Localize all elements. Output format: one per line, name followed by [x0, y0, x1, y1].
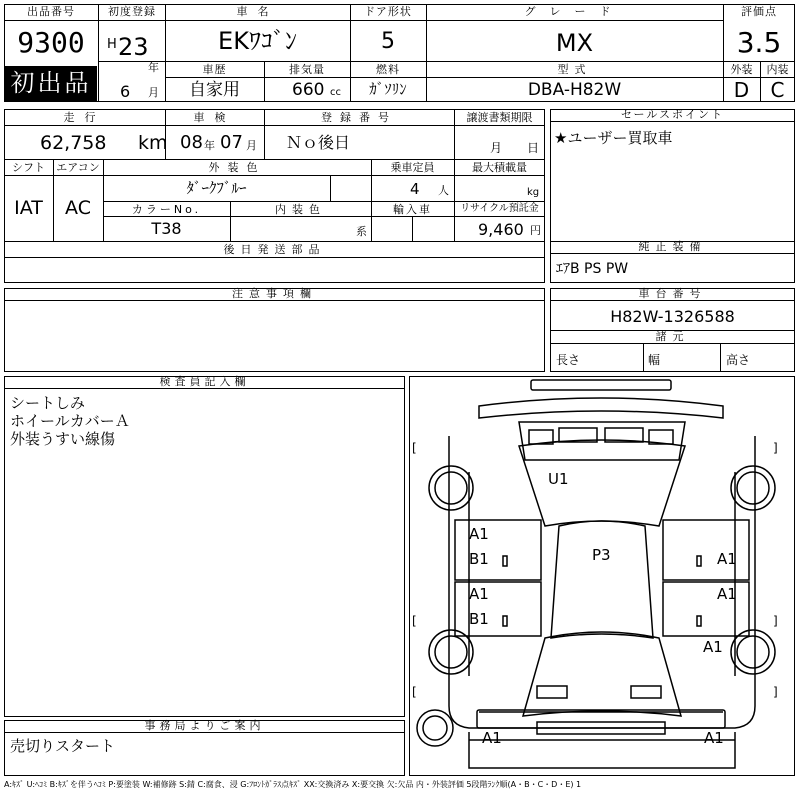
later-parts-label: 後日発送部品: [223, 243, 326, 256]
mileage-unit: km: [138, 132, 168, 154]
sales-point-label: セールスポイント: [550, 109, 795, 122]
car-name: EKﾜｺﾞﾝ: [218, 27, 297, 55]
reg-year: 23: [118, 33, 149, 61]
reg-month-unit: 月: [148, 86, 159, 99]
exterior-grade-label: 外装: [730, 63, 753, 76]
capacity-unit: 人: [438, 184, 449, 197]
mark-rear-bumper-right: A1: [704, 729, 724, 747]
car-diagram-svg: [409, 376, 795, 776]
mark-rear-door-right: A1: [717, 585, 737, 603]
exterior-color: ﾀﾞｰｸﾌﾞﾙｰ: [186, 179, 247, 197]
first-listing-text: 初出品: [10, 69, 92, 97]
inspector-note: ホイールカバーＡ: [10, 412, 130, 430]
aircon-label: エアコン: [56, 161, 100, 174]
inspection-month-unit: 月: [246, 139, 257, 152]
model-code-label: 型式: [557, 63, 592, 76]
equipment-label: 純正装備: [550, 241, 795, 254]
displacement: 660: [292, 80, 325, 100]
registration-number-label: 登録番号: [321, 111, 397, 124]
door-type-label: ドア形状: [364, 5, 412, 18]
chassis-number: H82W-1326588: [610, 307, 735, 326]
shift-label: シフト: [12, 161, 45, 174]
score: 3.5: [736, 26, 782, 59]
mileage: 62,758: [40, 132, 107, 154]
exterior-color-label: 外装色: [208, 161, 266, 174]
length-label: 長さ: [556, 353, 581, 367]
color-number: T38: [151, 219, 182, 238]
interior-color-unit: 系: [356, 225, 367, 238]
history: 自家用: [189, 80, 240, 100]
exterior-grade: D: [733, 78, 750, 102]
lot-number-label: 出品番号: [27, 5, 75, 18]
inspection-year: 08: [180, 132, 203, 153]
specs-label: 諸元: [550, 331, 795, 344]
door-count: 5: [381, 29, 395, 54]
fuel-label: 燃料: [376, 63, 400, 76]
displacement-label: 排気量: [289, 63, 325, 76]
shift: IAT: [14, 197, 43, 219]
bracket-right-front: ]: [773, 441, 778, 455]
interior-grade: C: [770, 78, 785, 102]
lot-number: 9300: [17, 26, 85, 59]
interior-grade-label: 内装: [766, 63, 789, 76]
color-number-label: カラーNo.: [131, 203, 202, 216]
chassis-number-label: 車台番号: [550, 288, 795, 301]
era: H: [107, 37, 117, 52]
notes-label: 注意事項欄: [4, 288, 545, 301]
bracket-left-rear: [: [412, 685, 417, 699]
damage-legend: A:ｷｽﾞ U:ﾍｺﾐ B:ｷｽﾞを伴うﾍｺﾐ P:要塗装 W:補修跡 S:錆 C:腐食、浸 G:ﾌﾛﾝﾄｶﾞﾗｽ点ｷｽﾞ XX:交換済み X:要交換 欠:欠品 内・外装評価 5段階ﾗﾝｸ順(A・B・C・D・E) 1: [4, 780, 582, 789]
inspector-note: 外装うすい線傷: [10, 430, 116, 448]
recycle-fee-label: リサイクル預託金: [460, 203, 539, 214]
history-label: 車歴: [202, 63, 227, 76]
capacity-label: 乗車定員: [390, 161, 435, 174]
bracket-left-front: [: [412, 441, 417, 455]
transfer-day: 日: [527, 141, 540, 155]
bracket-right-mid: ]: [773, 614, 778, 628]
equipment-text: ｴｱB PS PW: [556, 261, 629, 277]
model-code: DBA-H82W: [527, 80, 622, 100]
mark-rear-quarter-right: A1: [703, 638, 723, 656]
bracket-right-rear: ]: [773, 685, 778, 699]
recycle-fee: 9,460: [478, 220, 524, 239]
reg-year-unit: 年: [148, 61, 159, 74]
recycle-fee-unit: 円: [530, 224, 541, 237]
sales-point-text: ★ユーザー買取車: [554, 129, 673, 147]
width-label: 幅: [648, 353, 661, 367]
mark-front-door-left-b: B1: [469, 550, 489, 568]
interior-color-label: 内装色: [275, 203, 326, 216]
score-label: 評価点: [741, 5, 777, 18]
inspection-month: 07: [220, 132, 243, 153]
inspector-note: シートしみ: [10, 394, 86, 412]
office-notice-text: 売切りスタート: [10, 737, 116, 755]
reg-month: 6: [120, 82, 131, 101]
inspector-notes-label: 検査員記入欄: [4, 376, 405, 389]
mark-rear-bumper-left: A1: [482, 729, 502, 747]
mark-front-door-right: A1: [717, 550, 737, 568]
mark-rear-door-left-b: B1: [469, 610, 489, 628]
mark-front-door-left-a: A1: [469, 525, 489, 543]
import-label: 輸入車: [393, 203, 432, 216]
mark-roof: U1: [548, 470, 569, 488]
first-registration-label: 初度登録: [108, 5, 156, 18]
registration-number: Ｎｏ後日: [286, 133, 351, 152]
transfer-deadline-label: 譲渡書類期限: [466, 111, 533, 124]
mileage-label: 走行: [63, 111, 106, 124]
max-load-label: 最大積載量: [472, 161, 527, 174]
capacity: 4: [410, 180, 420, 198]
bracket-left-mid: [: [412, 614, 417, 628]
mark-center: P3: [592, 546, 611, 564]
car-name-label: 車名: [236, 5, 279, 18]
aircon: AC: [65, 197, 91, 219]
max-load-unit: kg: [527, 187, 540, 198]
mark-rear-door-left-a: A1: [469, 585, 489, 603]
transfer-month: 月: [490, 141, 503, 155]
height-label: 高さ: [726, 353, 751, 367]
fuel: ｶﾞｿﾘﾝ: [369, 80, 407, 98]
inspection-label: 車検: [193, 111, 236, 124]
grade: MX: [555, 29, 594, 57]
office-notice-label: 事務局よりご案内: [4, 720, 405, 733]
displacement-unit: cc: [330, 87, 341, 98]
grade-label: グレード: [524, 5, 625, 18]
inspection-year-unit: 年: [204, 139, 215, 152]
